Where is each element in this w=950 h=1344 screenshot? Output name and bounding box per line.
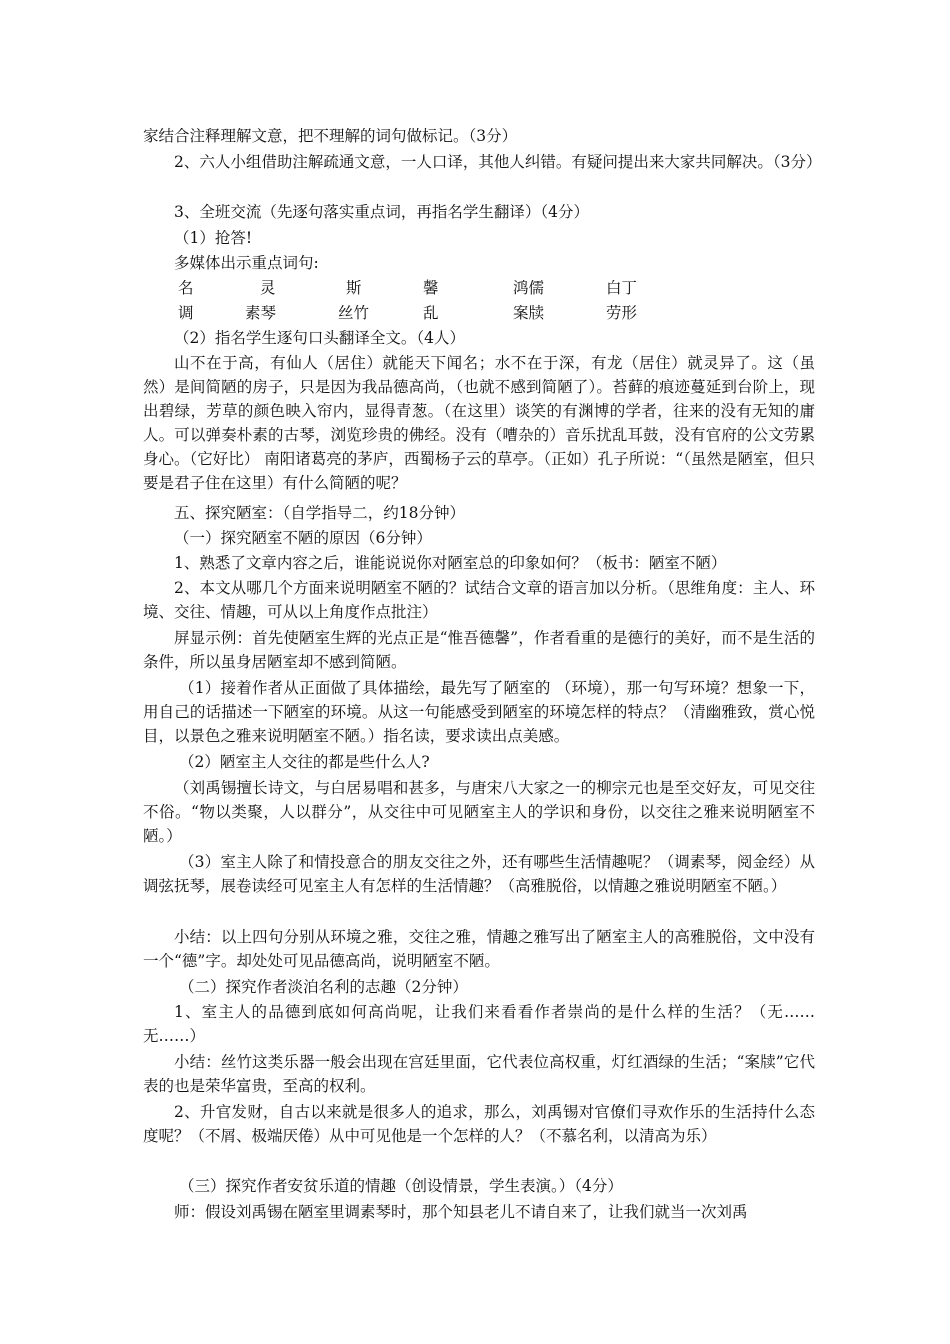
subsection-heading-2: （二）探究作者淡泊名利的志趣（2分钟） [179,978,468,996]
keyword: 素琴 [245,304,277,322]
keyword: 劳形 [606,304,638,322]
subsection-heading-3: （三）探究作者安贫乐道的情趣（创设情景，学生表演。）（4分） [179,1177,623,1195]
keyword: 白丁 [606,279,638,297]
keyword-row-1 [178,276,778,300]
keyword: 丝竹 [338,304,370,322]
paragraph-summary-1: 小结：以上四句分别从环境之雅，交往之雅，情趣之雅写出了陋室主人的高雅脱俗，文中没有一个“德”字。却处处可见品德高尚，说明陋室不陋。 [143,928,815,970]
section-heading-explore: 五、探究陋室：（自学指导二，约18分钟） [174,504,465,522]
paragraph-screen-example: 屏显示例：首先使陋室生辉的光点正是“惟吾德馨”，作者看重的是德行的美好，而不是生活的条件，所以虽身居陋室却不感到简陋。 [143,629,815,671]
paragraph-question-attitude: 2、升官发财，自古以来就是很多人的追求，那么，刘禹锡对官僚们寻欢作乐的生活持什么态度呢？（不屑、极端厌倦）从中可见他是一个怎样的人？（不慕名利，以清高为乐） [143,1103,815,1145]
paragraph-environment: （1）接着作者从正面做了具体描绘，最先写了陋室的 （环境），那一句写环境？想象一下，用自己的话描述一下陋室的环境。从这一句能感受到陋室的环境怎样的特点？（清幽雅致，赏心悦目，以景色之雅来说明陋室不陋。）指名读，要求读出点美感。 [143,679,815,745]
paragraph-question-lifestyle: 1、室主人的品德到底如何高尚呢，让我们来看看作者崇尚的是什么样的生活？（无……无……） [143,1003,815,1045]
keyword: 案牍 [513,304,545,322]
keyword-row-2 [178,301,778,325]
paragraph-translation: 山不在于高，有仙人（居住）就能天下闻名；水不在于深，有龙（居住）就灵异了。这（虽然）是间简陋的房子，只是因为我品德高尚，（也就不感到简陋了）。苔藓的痕迹蔓延到台阶上，现出碧绿，芳草的颜色映入帘内，显得青葱。（在这里）谈笑的有渊博的学者，往来的没有无知的庸人。可以弹奏朴素的古琴，浏览珍贵的佛经。没有（嘈杂的）音乐扰乱耳鼓，没有官府的公文劳累身心。（它好比） 南阳诸葛亮的茅庐，西蜀杨子云的草亭。（正如）孔子所说：“（虽然是陋室，但只要是君子住在这里）有什么简陋的呢？ [143,354,815,492]
paragraph-intro-continuation: 家结合注释理解文意，把不理解的词句做标记。（3分） [143,127,518,145]
paragraph-quick-answer: （1）抢答! [174,229,253,247]
keyword: 鸿儒 [513,279,545,297]
paragraph-interests: （3）室主人除了和情投意合的朋友交往之外，还有哪些生活情趣呢？（调素琴，阅金经）从调弦抚琴，展卷读经可见室主人有怎样的生活情趣？（高雅脱俗，以情趣之雅说明陋室不陋。） [143,853,815,895]
paragraph-translate-instruction: （2）指名学生逐句口头翻译全文。（4人） [174,329,465,347]
paragraph-question-1: 1、熟悉了文章内容之后，谁能说说你对陋室总的印象如何？（板书：陋室不陋） [174,554,727,572]
paragraph-multimedia-keywords: 多媒体出示重点词句: [174,254,319,272]
paragraph-companions-question: （2）陋室主人交往的都是些什么人? [179,753,430,771]
keyword: 乱 [423,304,439,322]
paragraph-step-2: 2、六人小组借助注解疏通文意，一人口译，其他人纠错。有疑问提出来大家共同解决。（3分） [174,153,822,171]
paragraph-step-3: 3、全班交流（先逐句落实重点词，再指名学生翻译）（4分） [174,203,589,221]
subsection-heading-1: （一）探究陋室不陋的原因（6分钟） [174,529,432,547]
keyword: 馨 [423,279,439,297]
keyword: 调 [178,304,194,322]
keyword: 斯 [346,279,362,297]
paragraph-summary-2: 小结：丝竹这类乐器一般会出现在宫廷里面，它代表位高权重，灯红酒绿的生活；“案牍”它代表的也是荣华富贵，至高的权利。 [143,1053,815,1095]
paragraph-teacher-scenario: 师：假设刘禹锡在陋室里调素琴时，那个知县老儿不请自来了，让我们就当一次刘禹 [174,1203,748,1221]
keyword: 名 [178,279,194,297]
paragraph-companions-answer: （刘禹锡擅长诗文，与白居易唱和甚多，与唐宋八大家之一的柳宗元也是至交好友，可见交往不俗。“物以类聚，人以群分”，从交往中可见陋室主人的学识和身份，以交往之雅来说明陋室不陋。） [143,779,815,845]
paragraph-question-2: 2、本文从哪几个方面来说明陋室不陋的？试结合文章的语言加以分析。（思维角度：主人、环境、交往、情趣，可从以上角度作点批注） [143,579,815,621]
keyword: 灵 [260,279,276,297]
